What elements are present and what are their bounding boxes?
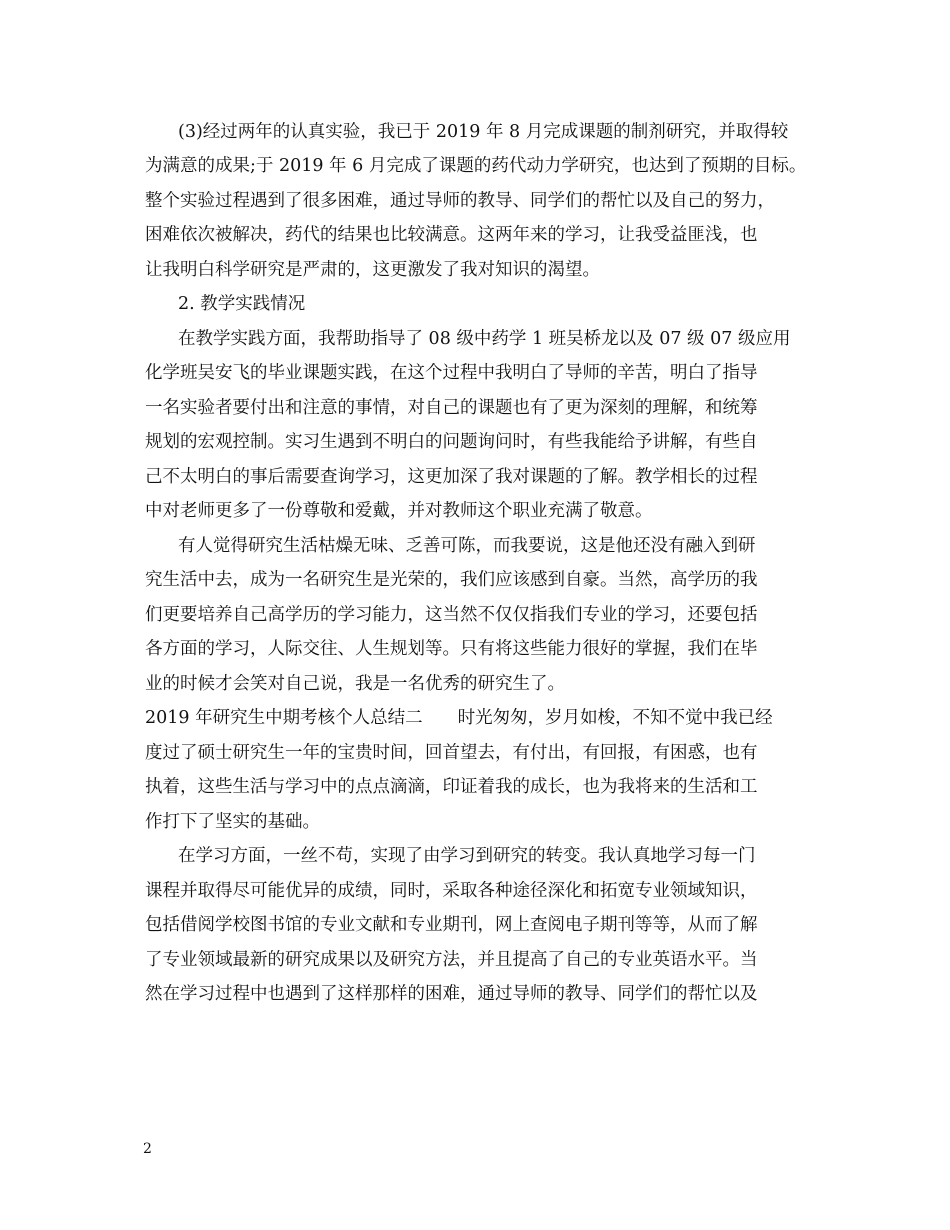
text-line: 然在学习过程中也遇到了这样那样的困难，通过导师的教导、同学们的帮忙以及	[145, 984, 758, 1004]
text-line: 各方面的学习，人际交往、人生规划等。只有将这些能力很好的掌握，我们在毕	[145, 639, 758, 659]
text-line: 执着，这些生活与学习中的点点滴滴，印证着我的成长，也为我将来的生活和工	[145, 777, 758, 797]
text-line: (3)经过两年的认真实验，我已于 2019 年 8 月完成课题的制剂研究，并取得较	[178, 122, 789, 142]
text-line: 业的时候才会笑对自己说，我是一名优秀的研究生了。	[145, 674, 565, 694]
text-line: 有人觉得研究生活枯燥无味、乏善可陈，而我要说，这是他还没有融入到研	[178, 536, 756, 556]
section-heading: 2. 教学实践情况	[178, 294, 306, 314]
page-number: 2	[143, 1141, 152, 1157]
text-line: 包括借阅学校图书馆的专业文献和专业期刊，网上查阅电子期刊等等，从而了解	[145, 915, 758, 935]
text-line: 在教学实践方面，我帮助指导了 08 级中药学 1 班吴桥龙以及 07 级 07 级应用	[178, 329, 791, 349]
text-line: 了专业领域最新的研究成果以及研究方法，并且提高了自己的专业英语水平。当	[145, 950, 758, 970]
text-line: 一名实验者要付出和注意的事情，对自己的课题也有了更为深刻的理解，和统筹	[145, 398, 758, 418]
text-line: 作打下了坚实的基础。	[145, 812, 320, 832]
text-line: 课程并取得尽可能优异的成绩，同时，采取各种途径深化和拓宽专业领域知识，	[145, 881, 758, 901]
text-line: 在学习方面，一丝不苟，实现了由学习到研究的转变。我认真地学习每一门	[178, 846, 756, 866]
text-line: 整个实验过程遇到了很多困难，通过导师的教导、同学们的帮忙以及自己的努力，	[145, 191, 775, 211]
text-line: 己不太明白的事后需要查询学习，这更加深了我对课题的了解。教学相长的过程	[145, 467, 758, 487]
text-line: 化学班吴安飞的毕业课题实践，在这个过程中我明白了导师的辛苦，明白了指导	[145, 363, 758, 383]
text-line: 为满意的成果;于 2019 年 6 月完成了课题的药代动力学研究，也达到了预期的目标。	[145, 156, 807, 176]
text-line: 让我明白科学研究是严肃的，这更激发了我对知识的渴望。	[145, 260, 600, 280]
text-line: 究生活中去，成为一名研究生是光荣的，我们应该感到自豪。当然，高学历的我	[145, 570, 758, 590]
text-line: 中对老师更多了一份尊敬和爱戴，并对教师这个职业充满了敬意。	[145, 501, 653, 521]
text-line: 困难依次被解决，药代的结果也比较满意。这两年来的学习，让我受益匪浅，也	[145, 225, 758, 245]
section-title-line: 2019 年研究生中期考核个人总结二 时光匆匆，岁月如梭，不知不觉中我已经	[145, 708, 773, 728]
text-line: 规划的宏观控制。实习生遇到不明白的问题询问时，有些我能给予讲解，有些自	[145, 432, 758, 452]
text-line: 度过了硕士研究生一年的宝贵时间，回首望去，有付出，有回报，有困惑，也有	[145, 743, 758, 763]
text-line: 们更要培养自己高学历的学习能力，这当然不仅仅指我们专业的学习，还要包括	[145, 605, 758, 625]
